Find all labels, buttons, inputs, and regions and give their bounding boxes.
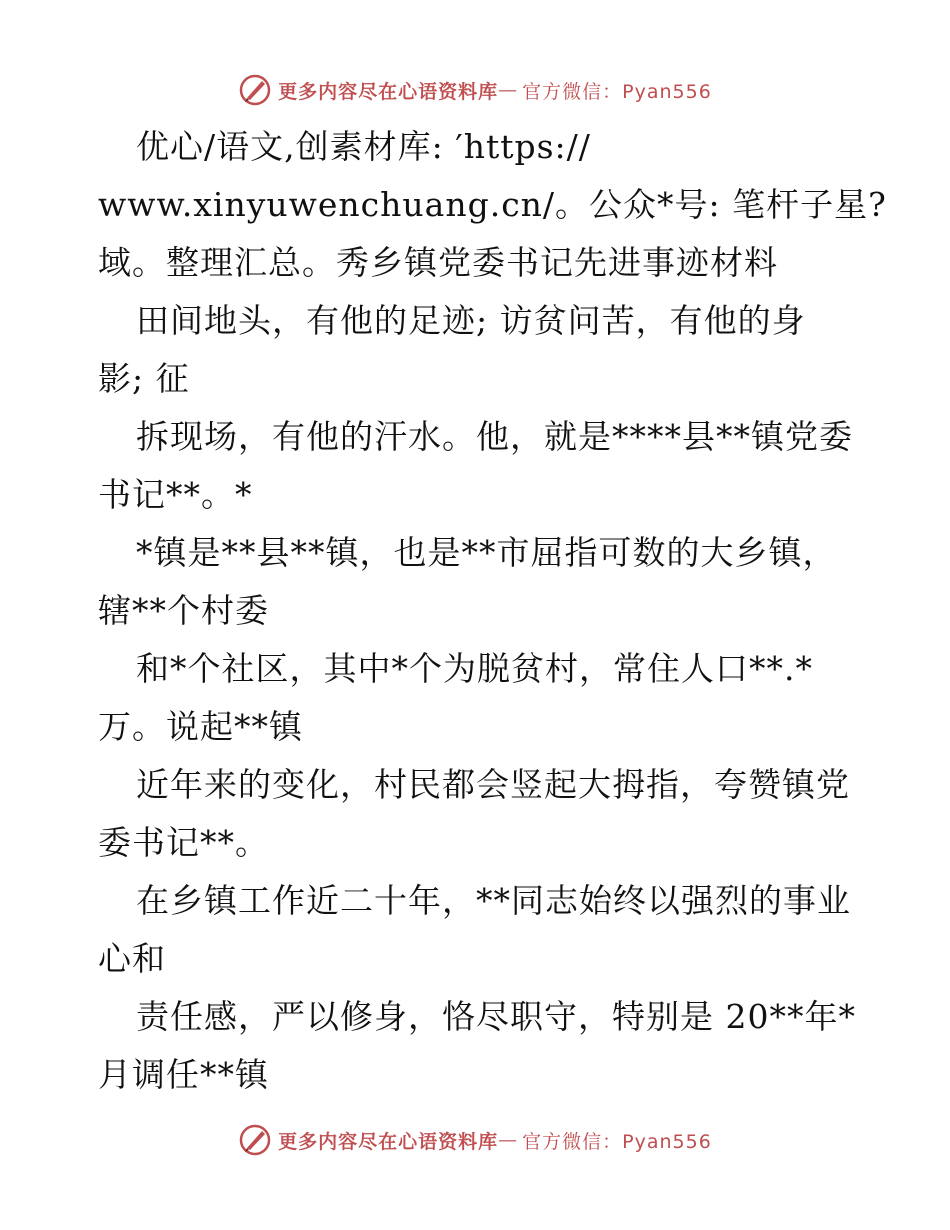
- text-line: 拆现场，有他的汗水。他，就是****县**镇党委: [136, 417, 853, 456]
- banner-wechat: 官方微信：Pyan556: [522, 1130, 712, 1153]
- banner-title: 更多内容尽在心语资料库: [278, 80, 499, 103]
- text-line: www.xinyuwenchuang.cn/。公众*号: 笔杆子星?: [98, 185, 887, 224]
- banner-title: 更多内容尽在心语资料库: [278, 1130, 499, 1153]
- quill-logo-icon: [238, 1123, 272, 1157]
- text-line: 责任感，严以修身，恪尽职守，特别是 20**年*: [136, 997, 856, 1036]
- quill-logo-icon: [238, 73, 272, 107]
- banner-dash: —: [498, 79, 519, 101]
- text-line: 和*个社区，其中*个为脱贫村，常住人口**.*: [136, 649, 813, 688]
- text-line: *镇是**县**镇，也是**市屈指可数的大乡镇，: [136, 533, 837, 572]
- text-line: 辖**个村委: [98, 591, 269, 630]
- text-line: 月调任**镇: [98, 1055, 269, 1094]
- text-line: 域。整理汇总。秀乡镇党委书记先进事迹材料: [98, 243, 778, 282]
- text-line: 近年来的变化，村民都会竖起大拇指，夸赞镇党: [136, 765, 850, 804]
- text-line: 书记**。*: [98, 475, 253, 514]
- text-line: 在乡镇工作近二十年，**同志始终以强烈的事业: [136, 881, 851, 920]
- header-watermark-banner: [0, 70, 950, 110]
- text-line: 心和: [98, 939, 166, 978]
- text-line: 田间地头，有他的足迹; 访贫问苦，有他的身: [136, 301, 806, 340]
- text-line: 影; 征: [98, 359, 190, 398]
- text-line: 万。说起**镇: [98, 707, 303, 746]
- banner-dash: —: [498, 1129, 519, 1151]
- text-line: 优心/语文,创素材库: ′https://: [136, 127, 591, 166]
- text-line: 委书记**。: [98, 823, 269, 862]
- banner-wechat: 官方微信：Pyan556: [522, 80, 712, 103]
- footer-watermark-banner: [0, 1120, 950, 1160]
- document-body: [98, 118, 887, 1104]
